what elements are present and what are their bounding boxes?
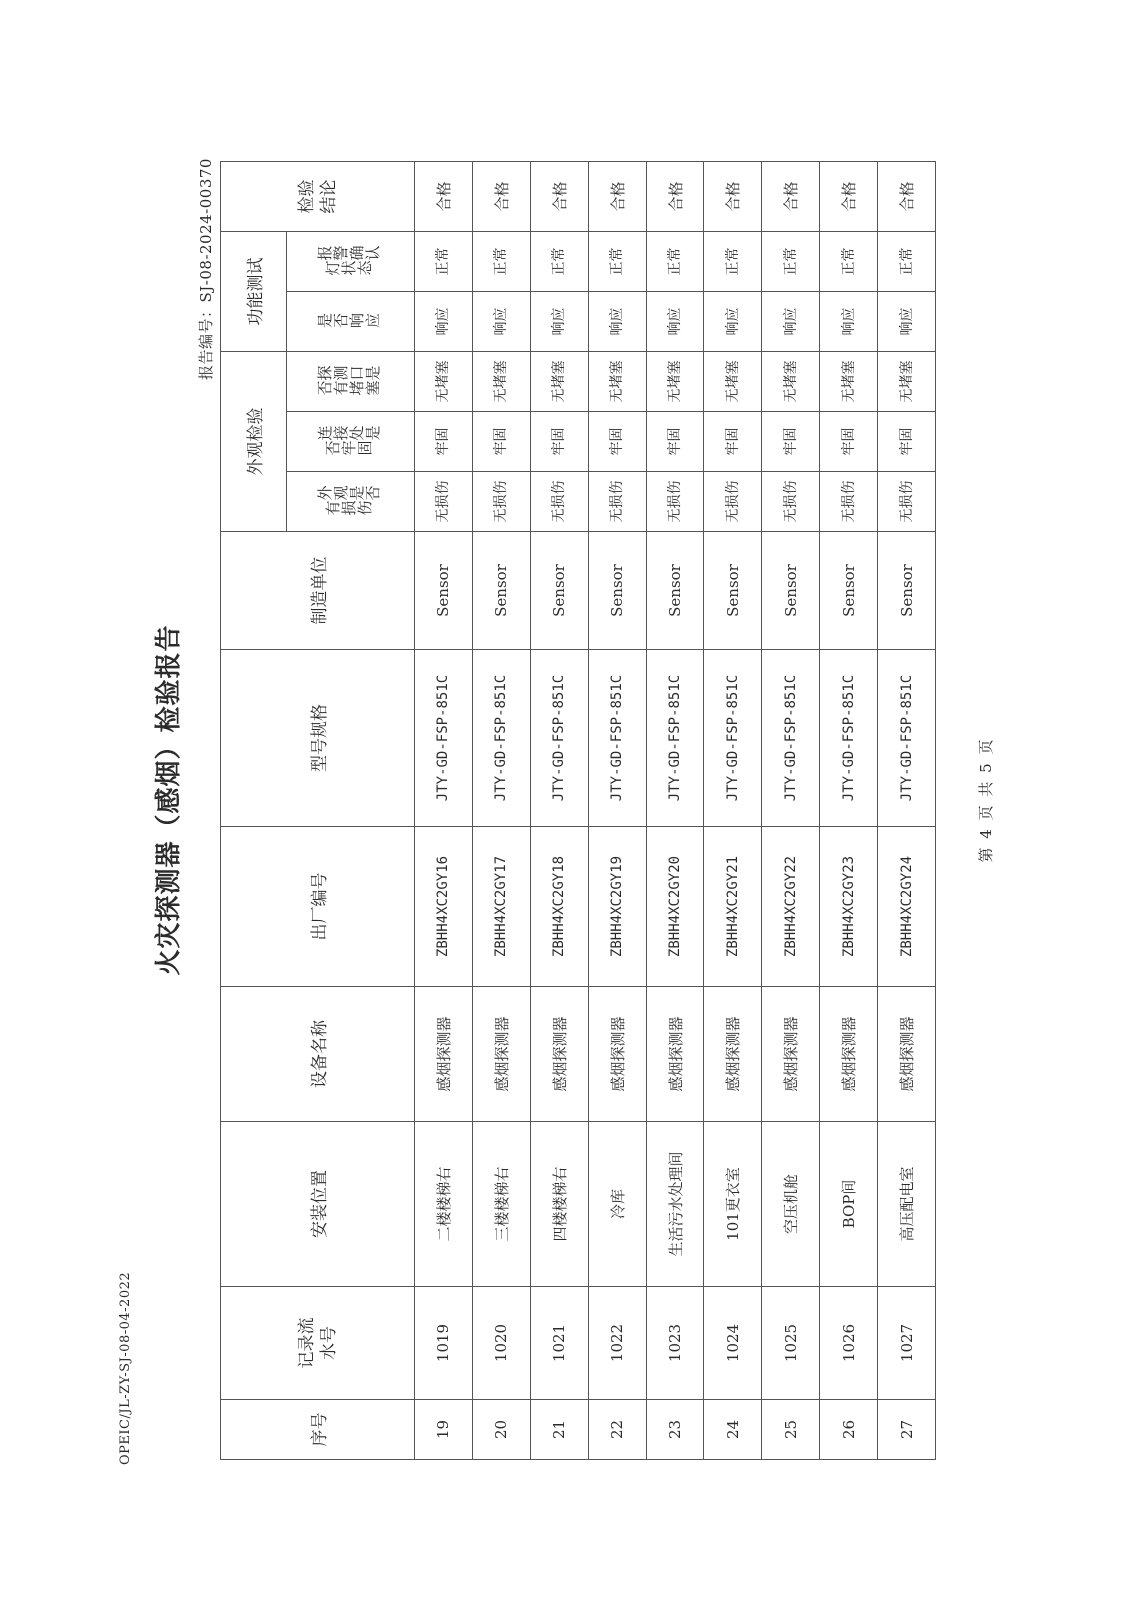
cell-serial-no: ZBHH4XC2GY20 bbox=[646, 827, 704, 987]
page-title: 火灾探测器（感烟）检验报告 bbox=[154, 624, 184, 976]
cell-alarm: 正常 bbox=[704, 232, 762, 292]
cell-index: 19 bbox=[415, 1400, 473, 1460]
cell-location: 冷库 bbox=[588, 1122, 646, 1287]
cell-device-name: 感烟探测器 bbox=[472, 987, 530, 1122]
cell-alarm: 正常 bbox=[762, 232, 820, 292]
report-number: 报告编号：SJ-08-2024-00370 bbox=[197, 158, 215, 380]
header-serial-no: 出厂编号 bbox=[221, 827, 415, 987]
cell-damage: 无损伤 bbox=[878, 472, 936, 532]
cell-manufacturer: Sensor bbox=[588, 532, 646, 650]
cell-alarm: 正常 bbox=[415, 232, 473, 292]
cell-response: 响应 bbox=[878, 292, 936, 352]
cell-index: 26 bbox=[820, 1400, 878, 1460]
cell-model: JTY-GD-FSP-851C bbox=[820, 650, 878, 827]
cell-record-no: 1024 bbox=[704, 1287, 762, 1400]
cell-damage: 无损伤 bbox=[415, 472, 473, 532]
cell-device-name: 感烟探测器 bbox=[646, 987, 704, 1122]
header-location: 安装位置 bbox=[221, 1122, 415, 1287]
cell-manufacturer: Sensor bbox=[530, 532, 588, 650]
cell-manufacturer: Sensor bbox=[646, 532, 704, 650]
cell-model: JTY-GD-FSP-851C bbox=[530, 650, 588, 827]
cell-location: 四楼楼梯右 bbox=[530, 1122, 588, 1287]
document-code: OPEIC/JL-ZY-SJ-08-04-2022 bbox=[118, 1271, 133, 1465]
cell-blocked: 无堵塞 bbox=[415, 352, 473, 412]
cell-manufacturer: Sensor bbox=[472, 532, 530, 650]
cell-model: JTY-GD-FSP-851C bbox=[704, 650, 762, 827]
cell-manufacturer: Sensor bbox=[878, 532, 936, 650]
cell-response: 响应 bbox=[588, 292, 646, 352]
cell-device-name: 感烟探测器 bbox=[588, 987, 646, 1122]
header-record-no: 记录流水号 bbox=[221, 1287, 415, 1400]
cell-record-no: 1027 bbox=[878, 1287, 936, 1400]
cell-alarm: 正常 bbox=[646, 232, 704, 292]
cell-record-no: 1019 bbox=[415, 1287, 473, 1400]
cell-device-name: 感烟探测器 bbox=[704, 987, 762, 1122]
cell-alarm: 正常 bbox=[472, 232, 530, 292]
table-body bbox=[221, 162, 936, 1460]
cell-response: 响应 bbox=[472, 292, 530, 352]
cell-damage: 无损伤 bbox=[588, 472, 646, 532]
header-manufacturer: 制造单位 bbox=[221, 532, 415, 650]
cell-conclusion: 合格 bbox=[472, 162, 530, 232]
cell-serial-no: ZBHH4XC2GY23 bbox=[820, 827, 878, 987]
header-index: 序号 bbox=[221, 1400, 415, 1460]
cell-serial-no: ZBHH4XC2GY18 bbox=[530, 827, 588, 987]
cell-damage: 无损伤 bbox=[820, 472, 878, 532]
cell-connection: 牢固 bbox=[878, 412, 936, 472]
cell-alarm: 正常 bbox=[530, 232, 588, 292]
cell-alarm: 正常 bbox=[878, 232, 936, 292]
cell-connection: 牢固 bbox=[415, 412, 473, 472]
cell-damage: 无损伤 bbox=[530, 472, 588, 532]
cell-record-no: 1025 bbox=[762, 1287, 820, 1400]
cell-conclusion: 合格 bbox=[646, 162, 704, 232]
cell-serial-no: ZBHH4XC2GY21 bbox=[704, 827, 762, 987]
cell-serial-no: ZBHH4XC2GY22 bbox=[762, 827, 820, 987]
cell-response: 响应 bbox=[704, 292, 762, 352]
cell-response: 响应 bbox=[646, 292, 704, 352]
cell-response: 响应 bbox=[762, 292, 820, 352]
cell-serial-no: ZBHH4XC2GY16 bbox=[415, 827, 473, 987]
page-number: 第 4 页 共 5 页 bbox=[977, 737, 995, 863]
cell-connection: 牢固 bbox=[820, 412, 878, 472]
header-appearance-blocked: 探测口是否有堵塞 bbox=[287, 352, 415, 412]
cell-conclusion: 合格 bbox=[820, 162, 878, 232]
header-row-1 bbox=[221, 162, 287, 1460]
cell-location: 空压机舱 bbox=[762, 1122, 820, 1287]
cell-blocked: 无堵塞 bbox=[646, 352, 704, 412]
table-row bbox=[530, 162, 588, 1460]
table-row bbox=[472, 162, 530, 1460]
cell-conclusion: 合格 bbox=[878, 162, 936, 232]
cell-serial-no: ZBHH4XC2GY17 bbox=[472, 827, 530, 987]
table-row bbox=[588, 162, 646, 1460]
header-appearance-connection: 连接处是否牢固 bbox=[287, 412, 415, 472]
cell-location: 101更衣室 bbox=[704, 1122, 762, 1287]
cell-damage: 无损伤 bbox=[472, 472, 530, 532]
cell-damage: 无损伤 bbox=[762, 472, 820, 532]
cell-conclusion: 合格 bbox=[704, 162, 762, 232]
cell-record-no: 1021 bbox=[530, 1287, 588, 1400]
table-row bbox=[704, 162, 762, 1460]
cell-index: 24 bbox=[704, 1400, 762, 1460]
cell-index: 25 bbox=[762, 1400, 820, 1460]
cell-connection: 牢固 bbox=[704, 412, 762, 472]
cell-manufacturer: Sensor bbox=[762, 532, 820, 650]
cell-model: JTY-GD-FSP-851C bbox=[878, 650, 936, 827]
cell-record-no: 1023 bbox=[646, 1287, 704, 1400]
cell-index: 20 bbox=[472, 1400, 530, 1460]
cell-blocked: 无堵塞 bbox=[762, 352, 820, 412]
cell-blocked: 无堵塞 bbox=[704, 352, 762, 412]
cell-manufacturer: Sensor bbox=[820, 532, 878, 650]
cell-manufacturer: Sensor bbox=[415, 532, 473, 650]
cell-connection: 牢固 bbox=[588, 412, 646, 472]
cell-location: 高压配电室 bbox=[878, 1122, 936, 1287]
inspection-table bbox=[220, 161, 936, 1460]
table-row bbox=[878, 162, 936, 1460]
cell-conclusion: 合格 bbox=[588, 162, 646, 232]
cell-connection: 牢固 bbox=[646, 412, 704, 472]
cell-index: 22 bbox=[588, 1400, 646, 1460]
cell-location: 生活污水处理间 bbox=[646, 1122, 704, 1287]
table-row bbox=[762, 162, 820, 1460]
cell-response: 响应 bbox=[415, 292, 473, 352]
cell-blocked: 无堵塞 bbox=[472, 352, 530, 412]
cell-serial-no: ZBHH4XC2GY24 bbox=[878, 827, 936, 987]
cell-manufacturer: Sensor bbox=[704, 532, 762, 650]
cell-index: 23 bbox=[646, 1400, 704, 1460]
cell-device-name: 感烟探测器 bbox=[762, 987, 820, 1122]
cell-damage: 无损伤 bbox=[704, 472, 762, 532]
cell-index: 27 bbox=[878, 1400, 936, 1460]
cell-serial-no: ZBHH4XC2GY19 bbox=[588, 827, 646, 987]
header-conclusion: 检验结论 bbox=[221, 162, 415, 232]
header-device-name: 设备名称 bbox=[221, 987, 415, 1122]
cell-model: JTY-GD-FSP-851C bbox=[762, 650, 820, 827]
cell-connection: 牢固 bbox=[762, 412, 820, 472]
cell-device-name: 感烟探测器 bbox=[530, 987, 588, 1122]
header-function-response: 是否响应 bbox=[287, 292, 415, 352]
cell-record-no: 1026 bbox=[820, 1287, 878, 1400]
cell-alarm: 正常 bbox=[820, 232, 878, 292]
header-function-alarm: 报警确认灯状态 bbox=[287, 232, 415, 292]
cell-model: JTY-GD-FSP-851C bbox=[646, 650, 704, 827]
cell-location: BOP间 bbox=[820, 1122, 878, 1287]
header-function-test: 功能测试 bbox=[221, 232, 287, 352]
cell-alarm: 正常 bbox=[588, 232, 646, 292]
table-row bbox=[415, 162, 473, 1460]
cell-model: JTY-GD-FSP-851C bbox=[415, 650, 473, 827]
cell-blocked: 无堵塞 bbox=[820, 352, 878, 412]
header-appearance-damage: 外观是否有损伤 bbox=[287, 472, 415, 532]
table-row bbox=[820, 162, 878, 1460]
cell-conclusion: 合格 bbox=[530, 162, 588, 232]
cell-model: JTY-GD-FSP-851C bbox=[472, 650, 530, 827]
cell-blocked: 无堵塞 bbox=[588, 352, 646, 412]
cell-device-name: 感烟探测器 bbox=[415, 987, 473, 1122]
cell-response: 响应 bbox=[530, 292, 588, 352]
cell-connection: 牢固 bbox=[530, 412, 588, 472]
cell-connection: 牢固 bbox=[472, 412, 530, 472]
cell-blocked: 无堵塞 bbox=[878, 352, 936, 412]
header-appearance: 外观检验 bbox=[221, 352, 287, 532]
cell-damage: 无损伤 bbox=[646, 472, 704, 532]
cell-conclusion: 合格 bbox=[415, 162, 473, 232]
cell-model: JTY-GD-FSP-851C bbox=[588, 650, 646, 827]
cell-record-no: 1020 bbox=[472, 1287, 530, 1400]
cell-device-name: 感烟探测器 bbox=[820, 987, 878, 1122]
cell-conclusion: 合格 bbox=[762, 162, 820, 232]
cell-record-no: 1022 bbox=[588, 1287, 646, 1400]
table-row bbox=[646, 162, 704, 1460]
cell-location: 三楼楼梯右 bbox=[472, 1122, 530, 1287]
cell-blocked: 无堵塞 bbox=[530, 352, 588, 412]
cell-index: 21 bbox=[530, 1400, 588, 1460]
cell-device-name: 感烟探测器 bbox=[878, 987, 936, 1122]
cell-location: 二楼楼梯右 bbox=[415, 1122, 473, 1287]
cell-response: 响应 bbox=[820, 292, 878, 352]
header-model: 型号规格 bbox=[221, 650, 415, 827]
